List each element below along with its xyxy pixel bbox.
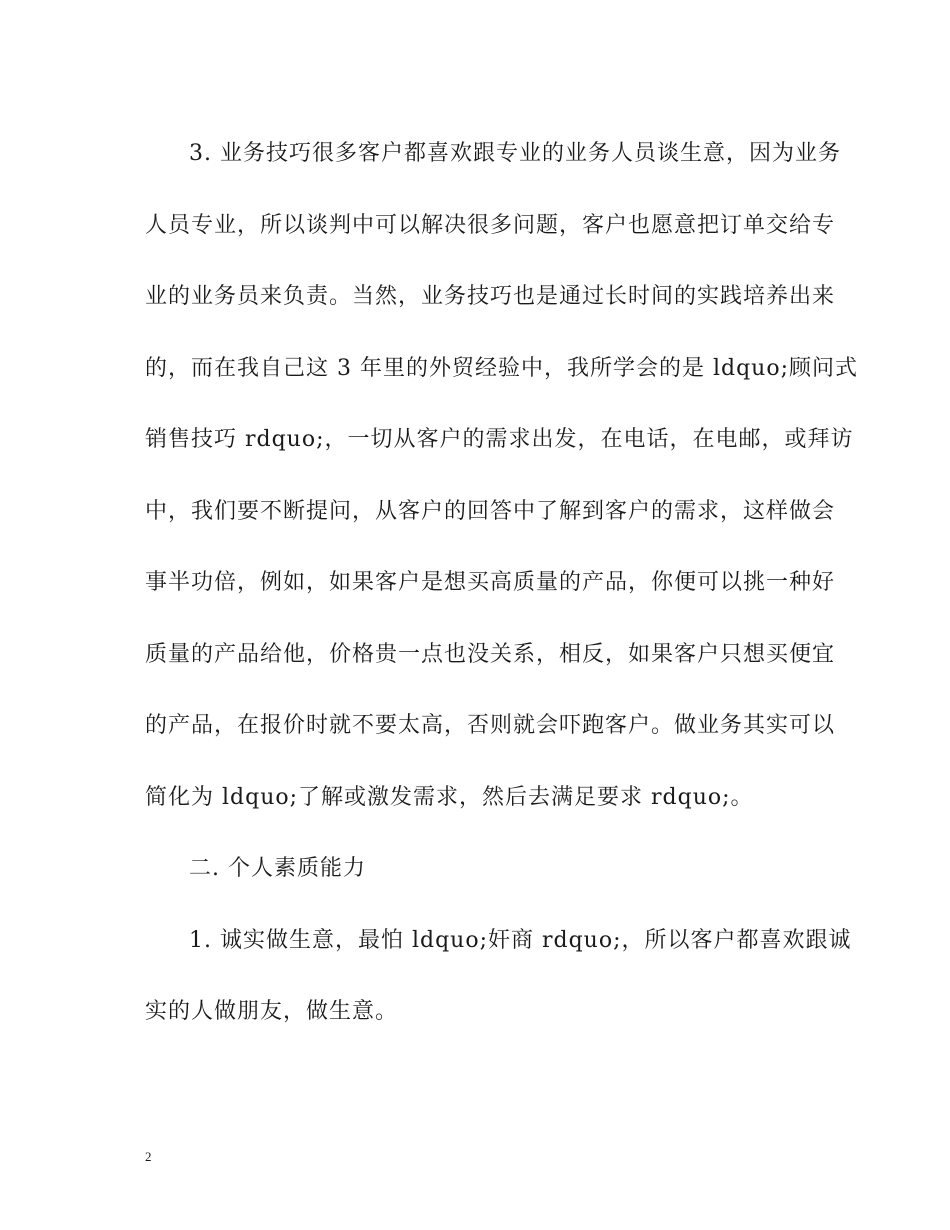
document-body	[145, 118, 859, 1048]
text-line: 3. 业务技巧很多客户都喜欢跟专业的业务人员谈生意，因为业务	[189, 141, 841, 166]
text-line: 1. 诚实做生意，最怕 ldquo;奸商 rdquo;，所以客户都喜欢跟诚	[189, 927, 852, 953]
text-line: 中，我们要不断提问，从客户的回答中了解到客户的需求，这样做会	[145, 498, 836, 524]
paragraph-honesty	[145, 905, 852, 1048]
text-line: 的，而在我自己这 3 年里的外贸经验中，我所学会的是 ldquo;顾问式	[145, 355, 859, 381]
text-line: 质量的产品给他，价格贵一点也没关系，相反，如果客户只想买便宜	[145, 641, 836, 667]
text-line: 二. 个人素质能力	[189, 856, 366, 881]
page-number: 2	[145, 1149, 152, 1164]
text-line: 事半功倍，例如，如果客户是想买高质量的产品，你便可以挑一种好	[145, 570, 836, 595]
text-line: 简化为 ldquo;了解或激发需求，然后去满足要求 rdquo;。	[145, 784, 754, 810]
text-line: 的产品，在报价时就不要太高，否则就会吓跑客户。做业务其实可以	[145, 713, 836, 738]
text-line: 实的人做朋友，做生意。	[145, 999, 399, 1024]
section-heading-personal-quality	[145, 833, 807, 905]
paragraph-business-skills	[145, 118, 859, 833]
text-line: 销售技巧 rdquo;，一切从客户的需求出发，在电话，在电邮，或拜访	[145, 427, 854, 452]
text-line: 人员专业，所以谈判中可以解决很多问题，客户也愿意把订单交给专	[145, 212, 836, 238]
text-line: 业的业务员来负责。当然，业务技巧也是通过长时间的实践培养出来	[145, 284, 836, 309]
